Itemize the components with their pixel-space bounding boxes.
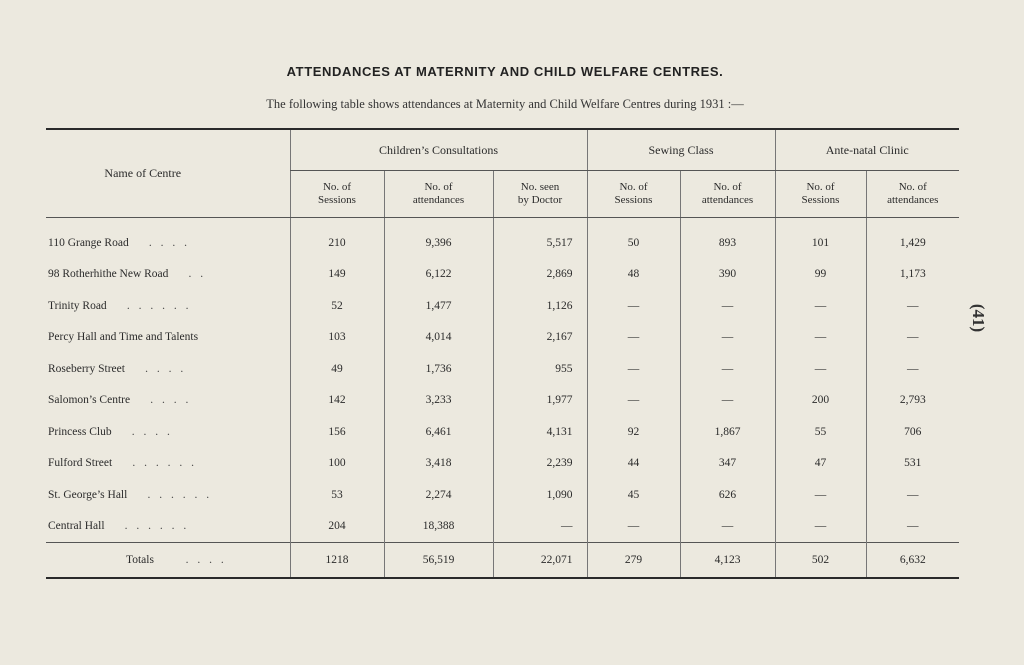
cell-s-sessions: — <box>587 385 680 417</box>
totals-c-sessions: 1218 <box>290 543 384 579</box>
cell-s-attendances: — <box>680 385 775 417</box>
header-c-attendances: No. of attendances <box>384 171 493 218</box>
table-row <box>46 227 959 259</box>
totals-c-attendances: 56,519 <box>384 543 493 579</box>
cell-c-seen-by-doctor: 955 <box>493 353 587 385</box>
cell-c-attendances: 6,461 <box>384 416 493 448</box>
cell-c-sessions: 53 <box>290 479 384 511</box>
cell-s-attendances: — <box>680 511 775 543</box>
cell-a-sessions: — <box>775 479 866 511</box>
page-title: ATTENDANCES AT MATERNITY AND CHILD WELFARE CENTRES. <box>286 64 724 79</box>
cell-c-sessions: 52 <box>290 290 384 322</box>
table-row <box>46 479 959 511</box>
cell-c-seen-by-doctor: 1,977 <box>493 385 587 417</box>
centre-name: Roseberry Street . . . . <box>48 362 187 375</box>
cell-s-attendances: 347 <box>680 448 775 480</box>
centre-name: Princess Club . . . . <box>48 425 173 438</box>
cell-c-seen-by-doctor: — <box>493 511 587 543</box>
cell-a-attendances: — <box>866 290 959 322</box>
cell-c-seen-by-doctor: 2,239 <box>493 448 587 480</box>
totals-label: Totals . . . . <box>46 543 290 579</box>
header-c-seen-by-doctor: No. seen by Doctor <box>493 171 587 218</box>
cell-c-seen-by-doctor: 1,090 <box>493 479 587 511</box>
table-row <box>46 259 959 291</box>
cell-c-sessions: 156 <box>290 416 384 448</box>
centre-name: Percy Hall and Time and Talents <box>48 331 199 344</box>
cell-c-attendances: 1,477 <box>384 290 493 322</box>
cell-a-sessions: 47 <box>775 448 866 480</box>
cell-s-sessions: 50 <box>587 227 680 259</box>
table-row <box>46 416 959 448</box>
header-c-sessions: No. of Sessions <box>290 171 384 218</box>
cell-c-attendances: 3,233 <box>384 385 493 417</box>
cell-c-attendances: 3,418 <box>384 448 493 480</box>
totals-a-sessions: 502 <box>775 543 866 579</box>
table-row <box>46 385 959 417</box>
cell-c-attendances: 1,736 <box>384 353 493 385</box>
cell-s-attendances: — <box>680 322 775 354</box>
cell-s-attendances: 626 <box>680 479 775 511</box>
page-number: (41) <box>969 303 989 333</box>
cell-a-sessions: 55 <box>775 416 866 448</box>
cell-a-attendances: 706 <box>866 416 959 448</box>
table-row <box>46 353 959 385</box>
cell-c-sessions: 103 <box>290 322 384 354</box>
cell-a-sessions: 200 <box>775 385 866 417</box>
cell-s-sessions: — <box>587 511 680 543</box>
cell-s-sessions: 44 <box>587 448 680 480</box>
header-s-attendances: No. of attendances <box>680 171 775 218</box>
cell-s-sessions: — <box>587 353 680 385</box>
cell-a-attendances: — <box>866 479 959 511</box>
cell-a-sessions: — <box>775 322 866 354</box>
header-childrens-consultations: Children’s Consultations <box>290 129 587 171</box>
cell-s-sessions: 92 <box>587 416 680 448</box>
cell-a-attendances: 1,429 <box>866 227 959 259</box>
cell-s-sessions: 45 <box>587 479 680 511</box>
cell-s-sessions: 48 <box>587 259 680 291</box>
centre-name: St. George’s Hall . . . . . . <box>48 488 213 501</box>
header-sewing-class: Sewing Class <box>587 129 775 171</box>
cell-c-attendances: 2,274 <box>384 479 493 511</box>
cell-a-sessions: — <box>775 353 866 385</box>
table-row <box>46 448 959 480</box>
attendance-table <box>46 128 959 579</box>
cell-s-sessions: — <box>587 322 680 354</box>
table-row <box>46 511 959 543</box>
cell-a-sessions: — <box>775 511 866 543</box>
header-a-sessions: No. of Sessions <box>775 171 866 218</box>
cell-c-seen-by-doctor: 2,869 <box>493 259 587 291</box>
centre-name: Trinity Road . . . . . . <box>48 299 192 312</box>
cell-c-sessions: 204 <box>290 511 384 543</box>
cell-c-seen-by-doctor: 2,167 <box>493 322 587 354</box>
cell-s-attendances: — <box>680 290 775 322</box>
cell-c-seen-by-doctor: 1,126 <box>493 290 587 322</box>
cell-a-attendances: — <box>866 353 959 385</box>
cell-a-sessions: 101 <box>775 227 866 259</box>
centre-name: Salomon’s Centre . . . . <box>48 394 192 407</box>
header-ante-natal-clinic: Ante-natal Clinic <box>775 129 959 171</box>
table-caption: The following table shows attendances at Maternity and Child Welfare Centres during 1931 :— <box>266 97 744 111</box>
cell-c-sessions: 149 <box>290 259 384 291</box>
totals-row <box>46 543 959 579</box>
cell-s-sessions: — <box>587 290 680 322</box>
totals-s-sessions: 279 <box>587 543 680 579</box>
cell-c-attendances: 18,388 <box>384 511 493 543</box>
cell-s-attendances: 1,867 <box>680 416 775 448</box>
cell-c-attendances: 4,014 <box>384 322 493 354</box>
centre-name: Central Hall . . . . . . <box>48 520 190 533</box>
cell-c-sessions: 210 <box>290 227 384 259</box>
cell-c-sessions: 142 <box>290 385 384 417</box>
cell-c-sessions: 49 <box>290 353 384 385</box>
centre-name: Fulford Street . . . . . . <box>48 457 197 470</box>
cell-s-attendances: — <box>680 353 775 385</box>
cell-a-attendances: 531 <box>866 448 959 480</box>
cell-a-attendances: — <box>866 322 959 354</box>
cell-a-attendances: 1,173 <box>866 259 959 291</box>
cell-c-attendances: 6,122 <box>384 259 493 291</box>
header-a-attendances: No. of attendances <box>866 171 959 218</box>
cell-a-attendances: — <box>866 511 959 543</box>
cell-a-attendances: 2,793 <box>866 385 959 417</box>
totals-c-seen: 22,071 <box>493 543 587 579</box>
table-row <box>46 322 959 354</box>
cell-c-sessions: 100 <box>290 448 384 480</box>
totals-s-attendances: 4,123 <box>680 543 775 579</box>
cell-c-seen-by-doctor: 5,517 <box>493 227 587 259</box>
cell-s-attendances: 390 <box>680 259 775 291</box>
cell-c-seen-by-doctor: 4,131 <box>493 416 587 448</box>
totals-a-attendances: 6,632 <box>866 543 959 579</box>
cell-c-attendances: 9,396 <box>384 227 493 259</box>
centre-name: 98 Rotherhithe New Road . . <box>48 268 207 281</box>
cell-a-sessions: 99 <box>775 259 866 291</box>
cell-a-sessions: — <box>775 290 866 322</box>
centre-name: 110 Grange Road . . . . <box>48 236 190 249</box>
header-name-of-centre: Name of Centre <box>46 129 290 218</box>
table-row <box>46 290 959 322</box>
header-s-sessions: No. of Sessions <box>587 171 680 218</box>
cell-s-attendances: 893 <box>680 227 775 259</box>
